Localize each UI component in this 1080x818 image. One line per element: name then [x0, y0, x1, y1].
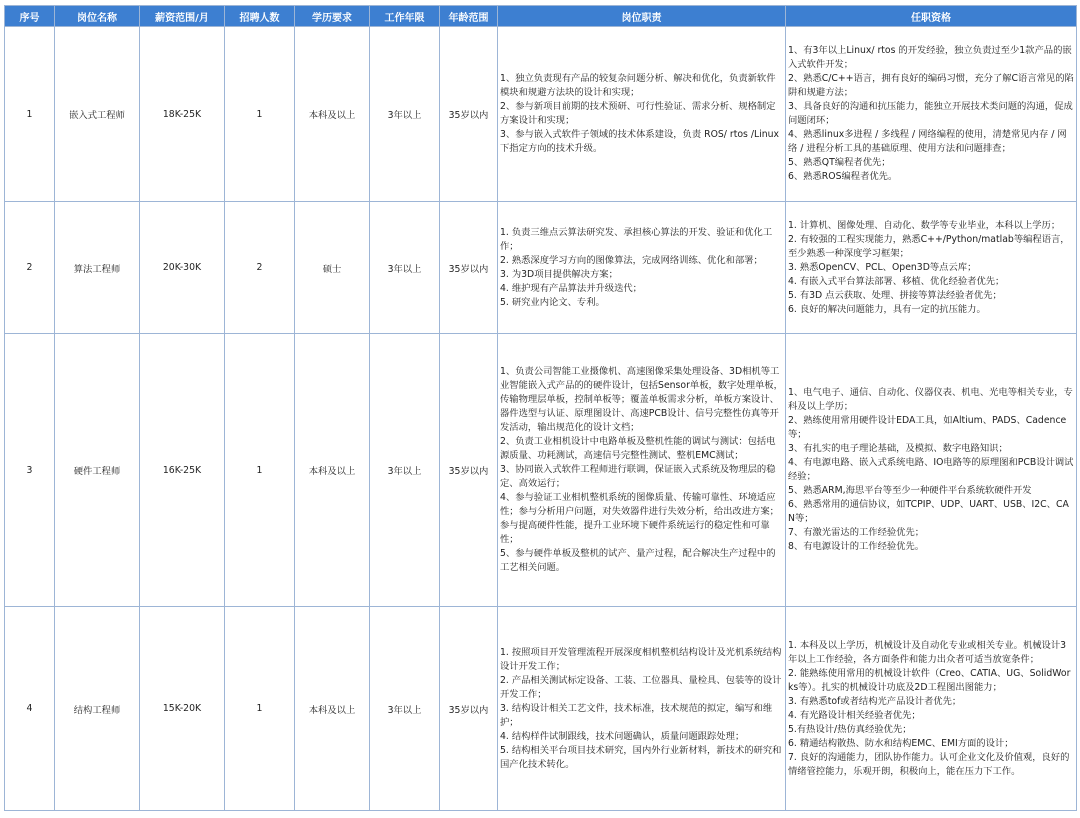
duty-line: 1. 负责三维点云算法研究发、承担核心算法的开发、验证和优化工作； — [500, 226, 773, 252]
cell-qualifications — [786, 334, 1077, 607]
table-row — [5, 27, 1077, 202]
cell-education: 本科及以上 — [295, 27, 370, 202]
duty-line: 4、参与验证工业相机整机系统的图像质量、传输可靠性、环境适应性；参与分析用户问题，对失效器件进行失效分析，给出改进方案；参与提高硬件性能，提升工业环境下硬件系统运行的稳定性和可靠性； — [500, 492, 779, 545]
qualification-line: 5.有热设计/热仿真经验优先； — [788, 723, 912, 735]
cell-age: 35岁以内 — [440, 334, 498, 607]
duty-line: 2. 产品相关测试标定设备、工装、工位器具、量检具、包装等的设计开发工作； — [500, 674, 782, 700]
cell-age: 35岁以内 — [440, 27, 498, 202]
cell-duties — [498, 202, 786, 334]
qualification-line: 3、具备良好的沟通和抗压能力，能独立开展技术类问题的沟通，促成问题闭环； — [788, 101, 1073, 126]
cell-experience: 3年以上 — [370, 202, 440, 334]
table-header-row — [5, 6, 1077, 27]
cell-education: 本科及以上 — [295, 607, 370, 811]
cell-no: 1 — [5, 27, 55, 202]
cell-age: 35岁以内 — [440, 607, 498, 811]
qualification-line: 7. 良好的沟通能力，团队协作能力。认可企业文化及价值观，良好的情绪管控能力，乐观开朗，积极向上，能在压力下工作。 — [788, 751, 1070, 777]
qualification-line: 6、熟悉常用的通信协议，如TCPIP、UDP、UART、USB、I2C、CAN等； — [788, 499, 1069, 524]
duty-line: 5. 结构相关平台项目技术研究，国内外行业新材料，新技术的研究和国产化技术转化。 — [500, 744, 782, 770]
cell-salary: 18K-25K — [140, 27, 225, 202]
cell-salary: 16K-25K — [140, 334, 225, 607]
header-experience: 工作年限 — [370, 6, 440, 27]
duty-line: 3. 为3D项目提供解决方案； — [500, 268, 618, 280]
cell-no: 3 — [5, 334, 55, 607]
header-title: 岗位名称 — [55, 6, 140, 27]
header-age: 年龄范围 — [440, 6, 498, 27]
qualification-line: 6、熟悉ROS编程者优先。 — [788, 171, 898, 182]
qualification-line: 1、电气电子、通信、自动化、仪器仪表、机电、光电等相关专业，专科及以上学历； — [788, 387, 1073, 412]
qualification-line: 4、熟悉linux多进程 / 多线程 / 网络编程的使用，清楚常见内存 / 网络 / 进程分析工具的基础原理、使用方法和问题排查； — [788, 129, 1067, 154]
cell-count: 1 — [225, 607, 295, 811]
qualification-line: 4、有电源电路、嵌入式系统电路、IO电路等的原理图和PCB设计调试经验； — [788, 457, 1074, 482]
job-table-container — [4, 5, 1076, 811]
qualification-line: 4. 有光路设计相关经验者优先； — [788, 709, 921, 721]
qualification-line: 4. 有嵌入式平台算法部署、移植、优化经验者优先； — [788, 275, 1005, 287]
cell-no: 2 — [5, 202, 55, 334]
duty-line: 3、协同嵌入式软件工程师进行联调，保证嵌入式系统及物理层的稳定、高效运行； — [500, 464, 776, 489]
header-duties: 岗位职责 — [498, 6, 786, 27]
header-qualifications: 任职资格 — [786, 6, 1077, 27]
qualification-line: 5、熟悉ARM,海思平台等至少一种硬件平台系统软硬件开发 — [788, 485, 1032, 496]
cell-education: 本科及以上 — [295, 334, 370, 607]
duty-line: 4. 维护现有产品算法并升级迭代； — [500, 282, 642, 294]
cell-education: 硕士 — [295, 202, 370, 334]
qualification-line: 6. 良好的解决问题能力，具有一定的抗压能力。 — [788, 303, 986, 315]
duty-line: 3. 结构设计相关工艺文件，技术标准，技术规范的拟定，编写和维护； — [500, 702, 773, 728]
duty-line: 4. 结构样件试制跟线，技术问题确认，质量问题跟踪处理； — [500, 730, 745, 742]
duty-line: 3、参与嵌入式软件子领域的技术体系建设，负责 ROS/ rtos /Linux下指定方向的技术升级。 — [500, 129, 780, 154]
qualification-line: 1. 本科及以上学历，机械设计及自动化专业或相关专业。机械设计3年以上工作经验，各方面条件和能力出众者可适当放宽条件； — [788, 639, 1067, 665]
cell-title: 结构工程师 — [55, 607, 140, 811]
cell-qualifications — [786, 27, 1077, 202]
duty-line: 2. 熟悉深度学习方向的图像算法，完成网络训练、优化和部署； — [500, 254, 763, 266]
cell-title: 算法工程师 — [55, 202, 140, 334]
table-row — [5, 202, 1077, 334]
qualification-line: 6. 精通结构散热、防水和结构EMC、EMI方面的设计； — [788, 737, 1014, 749]
table-row — [5, 334, 1077, 607]
qualification-line: 3. 熟悉OpenCV、PCL、Open3D等点云库； — [788, 261, 977, 273]
cell-count: 1 — [225, 334, 295, 607]
cell-count: 1 — [225, 27, 295, 202]
qualification-line: 2、熟练使用常用硬件设计EDA工具，如Altium、PADS、Cadence等； — [788, 415, 1067, 440]
cell-salary: 20K-30K — [140, 202, 225, 334]
cell-experience: 3年以上 — [370, 607, 440, 811]
cell-age: 35岁以内 — [440, 202, 498, 334]
cell-salary: 15K-20K — [140, 607, 225, 811]
header-education: 学历要求 — [295, 6, 370, 27]
cell-no: 4 — [5, 607, 55, 811]
job-table — [4, 5, 1077, 811]
qualification-line: 1、有3年以上Linux/ rtos 的开发经验，独立负责过至少1款产品的嵌入式软件开发； — [788, 45, 1072, 70]
cell-experience: 3年以上 — [370, 27, 440, 202]
cell-qualifications — [786, 607, 1077, 811]
duty-line: 1. 按照项目开发管理流程开展深度相机整机结构设计及光机系统结构设计开发工作； — [500, 646, 782, 672]
qualification-line: 8、有电源设计的工作经验优先。 — [788, 541, 925, 552]
qualification-line: 5、熟悉QT编程者优先； — [788, 157, 891, 168]
qualification-line: 5. 有3D 点云获取、处理、拼接等算法经验者优先； — [788, 289, 1002, 301]
header-count: 招聘人数 — [225, 6, 295, 27]
qualification-line: 2、熟悉C/C++语言，拥有良好的编码习惯，充分了解C语言常见的陷阱和规避方法； — [788, 73, 1074, 98]
qualification-line: 3. 有熟悉tof或者结构光产品设计者优先； — [788, 695, 962, 707]
qualification-line: 1. 计算机、图像处理、自动化、数学等专业毕业，本科以上学历； — [788, 219, 1061, 231]
duty-line: 2、负责工业相机设计中电路单板及整机性能的调试与测试：包括电源质量、功耗测试，高速信号完整性测试、整机EMC测试； — [500, 436, 776, 461]
cell-title: 嵌入式工程师 — [55, 27, 140, 202]
qualification-line: 2. 有较强的工程实现能力，熟悉C++/Python/matlab等编程语言，至少熟悉一种深度学习框架； — [788, 233, 1070, 259]
duty-line: 1、负责公司智能工业摄像机、高速图像采集处理设备、3D相机等工业智能嵌入式产品的的硬件设计，包括Sensor单板，数字处理单板，传输物理层单板，控制单板等；覆盖单板需求分析，单板方案设计、器件选型与认证、原理图设计、高速PCB设计、信号完整性仿真等开发活动，输出规范化的设计文档； — [500, 366, 783, 433]
table-row — [5, 607, 1077, 811]
cell-count: 2 — [225, 202, 295, 334]
duty-line: 5. 研究业内论文、专利。 — [500, 296, 605, 308]
duty-line: 1、独立负责现有产品的较复杂问题分析、解决和优化，负责新软件模块和规避方法块的设计和实现； — [500, 73, 776, 98]
cell-duties — [498, 334, 786, 607]
cell-qualifications — [786, 202, 1077, 334]
cell-title: 硬件工程师 — [55, 334, 140, 607]
qualification-line: 7、有激光雷达的工作经验优先； — [788, 527, 925, 538]
cell-duties — [498, 607, 786, 811]
header-salary: 薪资范围/月 — [140, 6, 225, 27]
qualification-line: 3、有扎实的电子理论基础，及模拟、数字电路知识； — [788, 443, 1008, 454]
qualification-line: 2. 能熟练使用常用的机械设计软件（Creo、CATIA、UG、SolidWorks等）。扎实的机械设计功底及2D工程图出图能力； — [788, 667, 1071, 693]
duty-line: 5、参与硬件单板及整机的试产、量产过程，配合解决生产过程中的工艺相关问题。 — [500, 548, 776, 573]
header-no: 序号 — [5, 6, 55, 27]
cell-duties — [498, 27, 786, 202]
duty-line: 2、参与新项目前期的技术预研、可行性验证、需求分析、规格制定方案设计和实现； — [500, 101, 776, 126]
cell-experience: 3年以上 — [370, 334, 440, 607]
